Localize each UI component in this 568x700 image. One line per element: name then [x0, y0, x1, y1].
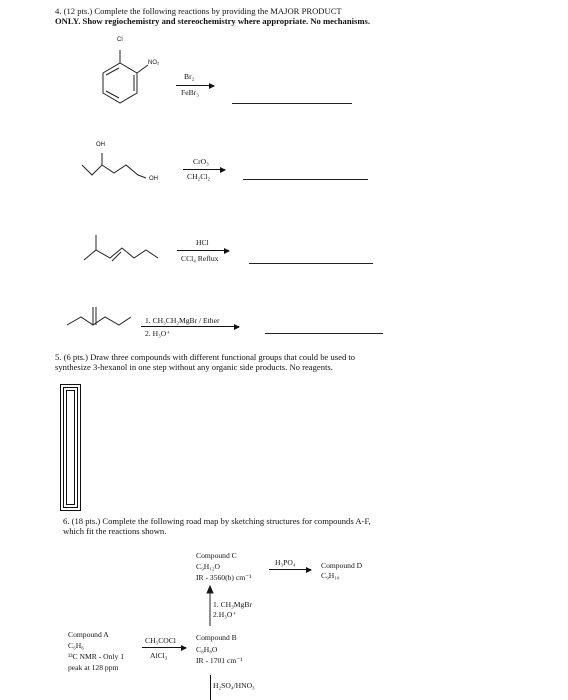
- compound-b-ir: IR - 1701 cm⁻¹: [196, 656, 243, 665]
- compound-a-peak: peak at 128 ppm: [68, 663, 119, 672]
- r1-cl-label: Cl: [117, 37, 123, 43]
- r3-arrow: [177, 250, 229, 251]
- q4-line1: 4. (12 pts.) Complete the following reactions by providing the MAJOR PRODUCT: [55, 6, 342, 16]
- compound-a-formula: C₆H₆: [68, 641, 84, 650]
- r1-reagent-bottom: FeBr₃: [181, 88, 199, 97]
- compound-d-formula: C₉H₁₀: [321, 571, 340, 580]
- r3-reagent-top: HCl: [196, 238, 209, 247]
- r3-answer-line[interactable]: [249, 263, 373, 264]
- r4-reagent-top: 1. CH₃CH₂MgBr / Ether: [145, 316, 220, 325]
- q5-line2: synthesize 3-hexanol in one step without any organic side products. No reagents.: [55, 362, 333, 372]
- r4-arrow: [141, 326, 239, 327]
- r2-arrow: [183, 169, 225, 170]
- r2-oh-top: OH: [96, 142, 105, 148]
- a-to-b-arrow: [142, 647, 186, 648]
- r2-reagent-top: CrO₃: [193, 157, 209, 166]
- r4-answer-line[interactable]: [265, 333, 383, 334]
- a-to-b-reagent-bottom: AlCl₃: [150, 651, 168, 660]
- r1-answer-line[interactable]: [232, 103, 352, 104]
- q4-line2: ONLY. Show regiochemistry and stereochemistry where appropriate. No mechanisms.: [55, 16, 371, 26]
- compound-c-name: Compound C: [196, 551, 237, 560]
- reaction3-structure: [76, 225, 166, 270]
- b-to-c-reagent-2: 2.H₃O⁺: [213, 610, 237, 619]
- q6-line1: 6. (18 pts.) Complete the following road map by sketching structures for compounds A-F,: [63, 516, 371, 526]
- compound-c-ir: IR - 3560(b) cm⁻¹: [196, 573, 252, 582]
- compound-a-name: Compound A: [68, 630, 109, 639]
- a-to-b-reagent-top: CH₃COCl: [145, 636, 176, 645]
- q5-line1: 5. (6 pts.) Draw three compounds with different functional groups that could be used to: [55, 352, 356, 362]
- r2-reagent-bottom: CH₂Cl₂: [187, 172, 211, 181]
- r1-arrow: [176, 85, 214, 86]
- r1-reagent-top: Br₂: [184, 72, 195, 81]
- compound-d-name: Compound D: [321, 561, 363, 570]
- compound-b-formula: C₈H₈O: [196, 645, 218, 654]
- r4-reagent-bottom: 2. H₃O⁺: [145, 329, 171, 338]
- c-to-d-arrow: [269, 569, 311, 570]
- c-to-d-reagent: H₃PO₄: [275, 558, 296, 567]
- b-to-c-reagent-1: 1. CH₃MgBr: [213, 600, 252, 609]
- reaction1-structure: [90, 38, 160, 108]
- r2-answer-line[interactable]: [243, 179, 368, 180]
- q6-line2: which fit the reactions shown.: [63, 526, 167, 536]
- b-down-reagent: H₂SO₄/HNO₃: [213, 681, 255, 690]
- reaction4-structure: [63, 295, 153, 335]
- r2-oh-right: OH: [149, 176, 158, 182]
- compound-a-nmr: ¹³C NMR - Only 1: [68, 652, 125, 661]
- r1-no2-label: NO₂: [148, 60, 160, 66]
- q5-answer-box-inner[interactable]: [66, 390, 75, 505]
- compound-c-formula: C₉H₁₂O: [196, 562, 220, 571]
- compound-b-name: Compound B: [196, 633, 237, 642]
- r3-reagent-bottom: CCl₄ Reflux: [181, 254, 219, 263]
- b-down-arrow: [210, 675, 211, 700]
